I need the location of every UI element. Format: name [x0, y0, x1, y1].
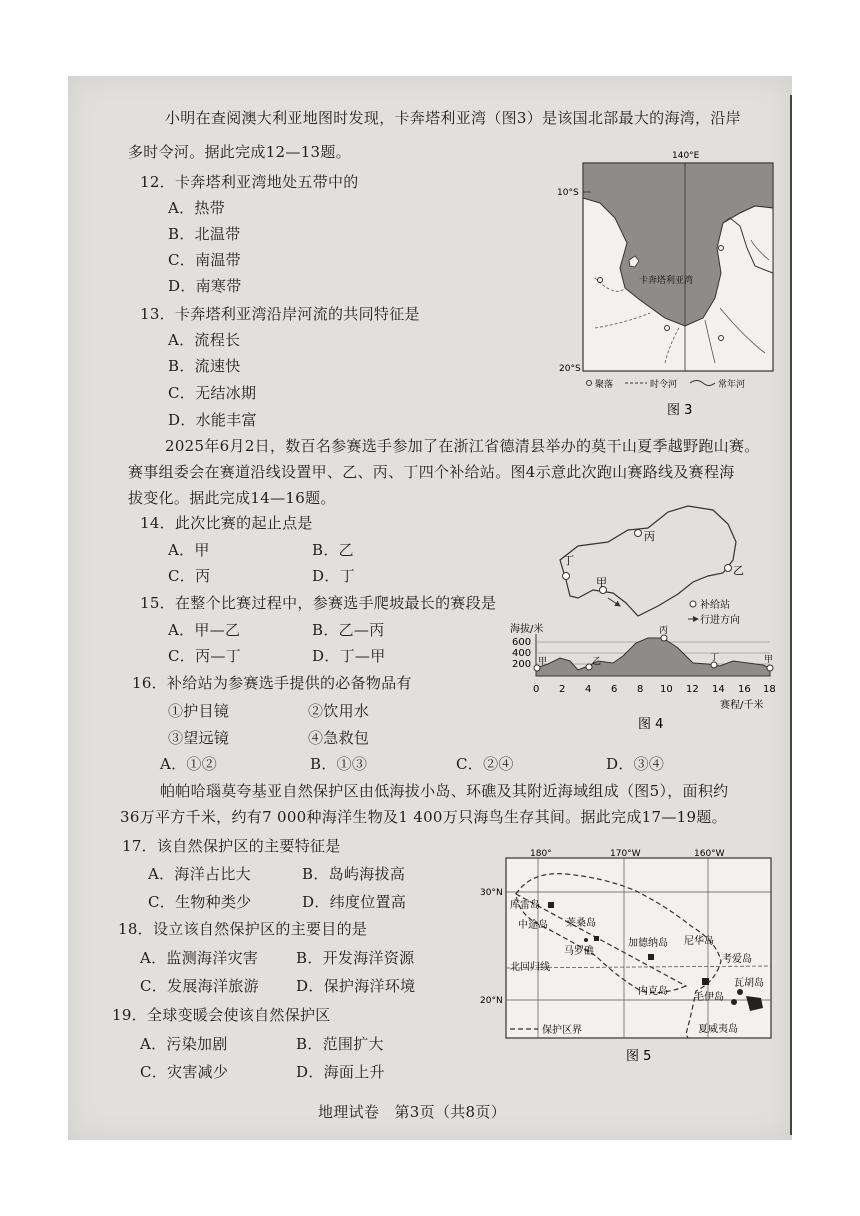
- fig4-xtick: 14: [712, 684, 725, 695]
- fig5-kure: 库雷岛: [510, 900, 540, 911]
- fig4-xtick: 6: [611, 684, 618, 695]
- q15-option-c[interactable]: C．丙—丁: [168, 647, 241, 665]
- intro2-line1: 2025年6月2日，数百名参赛选手参加了在浙江省德清县举办的莫干山夏季越野跑山赛。: [165, 437, 760, 455]
- fig5-oahu: 瓦胡岛: [734, 978, 764, 989]
- q13-option-b[interactable]: B．流速快: [168, 357, 241, 375]
- q15-option-d[interactable]: D．丁—甲: [312, 647, 386, 665]
- q12-option-b[interactable]: B．北温带: [168, 225, 241, 243]
- q18-option-b[interactable]: B．开发海洋资源: [296, 949, 415, 967]
- fig4-station-ding: [563, 573, 570, 580]
- intro1-line1: 小明在查阅澳大利亚地图时发现，卡奔塔利亚湾（图3）是该国北部最大的海湾，沿岸: [165, 109, 741, 127]
- fig5-legend-boundary: 保护区界: [542, 1025, 582, 1036]
- fig5-gardner: 加德纳岛: [628, 938, 668, 949]
- q16-item-3: ③望远镜: [168, 729, 230, 747]
- fig4-ytick-400: 400: [512, 648, 532, 659]
- fig5-lon1: 180°: [530, 849, 552, 859]
- q19-stem: 19．全球变暖会使该自然保护区: [112, 1006, 331, 1024]
- fig4-ytick-600: 600: [512, 637, 532, 648]
- fig5-necker: 内克岛: [638, 986, 668, 997]
- q14-option-c[interactable]: C．丙: [168, 567, 211, 585]
- q17-option-c[interactable]: C．生物种类少: [148, 893, 252, 911]
- q18-option-c[interactable]: C．发展海洋旅游: [140, 977, 259, 995]
- fig5-tropic: 北回归线: [510, 962, 550, 973]
- fig3-legend-perennial: 常年河: [718, 380, 746, 390]
- q18-option-d[interactable]: D．保护海洋环境: [296, 977, 416, 995]
- fig4-profile-jia: 甲: [538, 657, 548, 667]
- fig4-xtick: 18: [763, 684, 776, 695]
- q16-option-b[interactable]: B．①③: [310, 755, 368, 773]
- q14-stem: 14．此次比赛的起止点是: [140, 514, 313, 532]
- q19-option-c[interactable]: C．灾害减少: [140, 1063, 229, 1081]
- fig4-xtick: 16: [738, 684, 751, 695]
- q16-item-1: ①护目镜: [168, 702, 230, 720]
- q17-option-d[interactable]: D．纬度位置高: [302, 893, 407, 911]
- fig4-elevation-profile: [536, 638, 770, 676]
- fig4-profile-ding: 丁: [710, 653, 720, 663]
- q16-stem: 16．补给站为参赛选手提供的必备物品有: [132, 674, 412, 692]
- q18-option-a[interactable]: A．监测海洋灾害: [140, 949, 259, 967]
- fig5-laysan: 莱桑岛: [566, 918, 596, 929]
- intro3-line1: 帕帕哈瑙莫夸基亚自然保护区由低海拔小岛、环礁及其附近海域组成（图5），面积约: [160, 782, 729, 800]
- fig4-profile-yi: 乙: [592, 657, 602, 667]
- q16-item-2: ②饮用水: [308, 702, 370, 720]
- fig5-nihoa: 尼华岛: [684, 936, 714, 947]
- q18-stem: 18．设立该自然保护区的主要目的是: [118, 920, 368, 938]
- q16-option-d[interactable]: D．③④: [606, 755, 665, 773]
- fig5-molokai: 毛伊岛: [694, 992, 724, 1003]
- fig5-midway: 中途岛: [518, 920, 548, 931]
- fig4-label-ding: 丁: [563, 554, 574, 567]
- q14-option-a[interactable]: A．甲: [168, 541, 210, 559]
- fig4-ytick-200: 200: [512, 659, 532, 670]
- q12-option-a[interactable]: A．热带: [168, 199, 226, 217]
- fig4-station-yi: [725, 565, 732, 572]
- figure-3-map: [555, 148, 785, 418]
- q13-stem: 13．卡奔塔利亚湾沿岸河流的共同特征是: [140, 305, 420, 323]
- fig5-lat-top: 30°N: [480, 888, 503, 898]
- fig4-label-bing: 丙: [644, 530, 655, 543]
- fig3-legend-village: 聚落: [595, 380, 614, 390]
- intro3-line2: 36万平方千米，约有7 000种海洋生物及1 400万只海鸟生存其间。据此完成17—19题。: [120, 808, 727, 826]
- q12-option-c[interactable]: C．南温带: [168, 251, 241, 269]
- q13-option-d[interactable]: D．水能丰富: [168, 411, 257, 429]
- q19-option-a[interactable]: A．污染加剧: [140, 1035, 228, 1053]
- fig4-legend-station: 补给站: [700, 600, 730, 611]
- q19-option-d[interactable]: D．海面上升: [296, 1063, 385, 1081]
- fig5-lon3: 160°W: [694, 849, 725, 859]
- q13-option-c[interactable]: C．无结冰期: [168, 384, 257, 402]
- fig4-profile-jia-end: 甲: [764, 655, 774, 665]
- figure-4: [508, 498, 788, 734]
- q14-option-b[interactable]: B．乙: [312, 541, 354, 559]
- intro2-line3: 拔变化。据此完成14—16题。: [128, 489, 336, 507]
- q15-option-b[interactable]: B．乙—丙: [312, 621, 385, 639]
- q13-option-a[interactable]: A．流程长: [168, 331, 241, 349]
- q19-option-b[interactable]: B．范围扩大: [296, 1035, 384, 1053]
- intro1-line2: 多时令河。据此完成12—13题。: [128, 143, 351, 161]
- fig4-xtick: 0: [533, 684, 540, 695]
- q17-stem: 17．该自然保护区的主要特征是: [122, 837, 341, 855]
- fig4-xtick: 8: [637, 684, 644, 695]
- fig5-hawaii: 夏威夷岛: [698, 1024, 738, 1035]
- fig4-label-yi: 乙: [733, 564, 744, 577]
- q15-option-a[interactable]: A．甲—乙: [168, 621, 241, 639]
- fig3-lon-label: 140°E: [672, 151, 700, 161]
- q16-item-4: ④急救包: [308, 729, 370, 747]
- fig4-xtick: 2: [559, 684, 566, 695]
- fig3-lat-top: 10°S: [557, 188, 579, 198]
- fig4-ylabel: 海拔/米: [510, 624, 544, 635]
- intro2-line2: 赛事组委会在赛道沿线设置甲、乙、丙、丁四个补给站。图4示意此次跑山赛路线及赛程海: [128, 463, 735, 481]
- fig4-legend-direction: 行进方向: [700, 615, 740, 626]
- fig3-lat-bottom: 20°S: [559, 364, 581, 374]
- fig5-caption: 图 5: [626, 1049, 652, 1064]
- fig3-legend-seasonal: 时令河: [650, 380, 678, 390]
- q17-option-a[interactable]: A．海洋占比大: [148, 865, 251, 883]
- fig3-bay-label: 卡奔塔利亚湾: [639, 276, 694, 286]
- page-edge-line: [790, 95, 792, 1135]
- fig4-profile-bing: 丙: [659, 626, 669, 636]
- fig5-maro: 马罗礁: [564, 946, 594, 957]
- fig4-caption: 图 4: [638, 717, 664, 732]
- figure-5-map: [476, 846, 776, 1072]
- q15-stem: 15．在整个比赛过程中，参赛选手爬坡最长的赛段是: [140, 594, 497, 612]
- q16-option-c[interactable]: C．②④: [456, 755, 514, 773]
- fig5-kauai: 考爱岛: [722, 954, 752, 965]
- fig4-xlabel: 赛程/千米: [720, 700, 764, 711]
- fig5-lat-bottom: 20°N: [480, 996, 503, 1006]
- q12-stem: 12．卡奔塔利亚湾地处五带中的: [140, 173, 359, 191]
- fig5-lon2: 170°W: [610, 849, 641, 859]
- fig4-xtick: 4: [585, 684, 592, 695]
- fig4-xtick: 10: [660, 684, 673, 695]
- q17-option-b[interactable]: B．岛屿海拔高: [302, 865, 406, 883]
- fig4-label-jia: 甲: [596, 576, 607, 589]
- q16-option-a[interactable]: A．①②: [160, 755, 218, 773]
- q12-option-d[interactable]: D．南寒带: [168, 277, 242, 295]
- fig4-station-bing: [635, 530, 642, 537]
- fig4-xtick: 12: [686, 684, 699, 695]
- page-footer: 地理试卷 第3页（共8页）: [318, 1103, 506, 1121]
- q14-option-d[interactable]: D．丁: [312, 567, 355, 585]
- fig3-caption: 图 3: [667, 403, 693, 418]
